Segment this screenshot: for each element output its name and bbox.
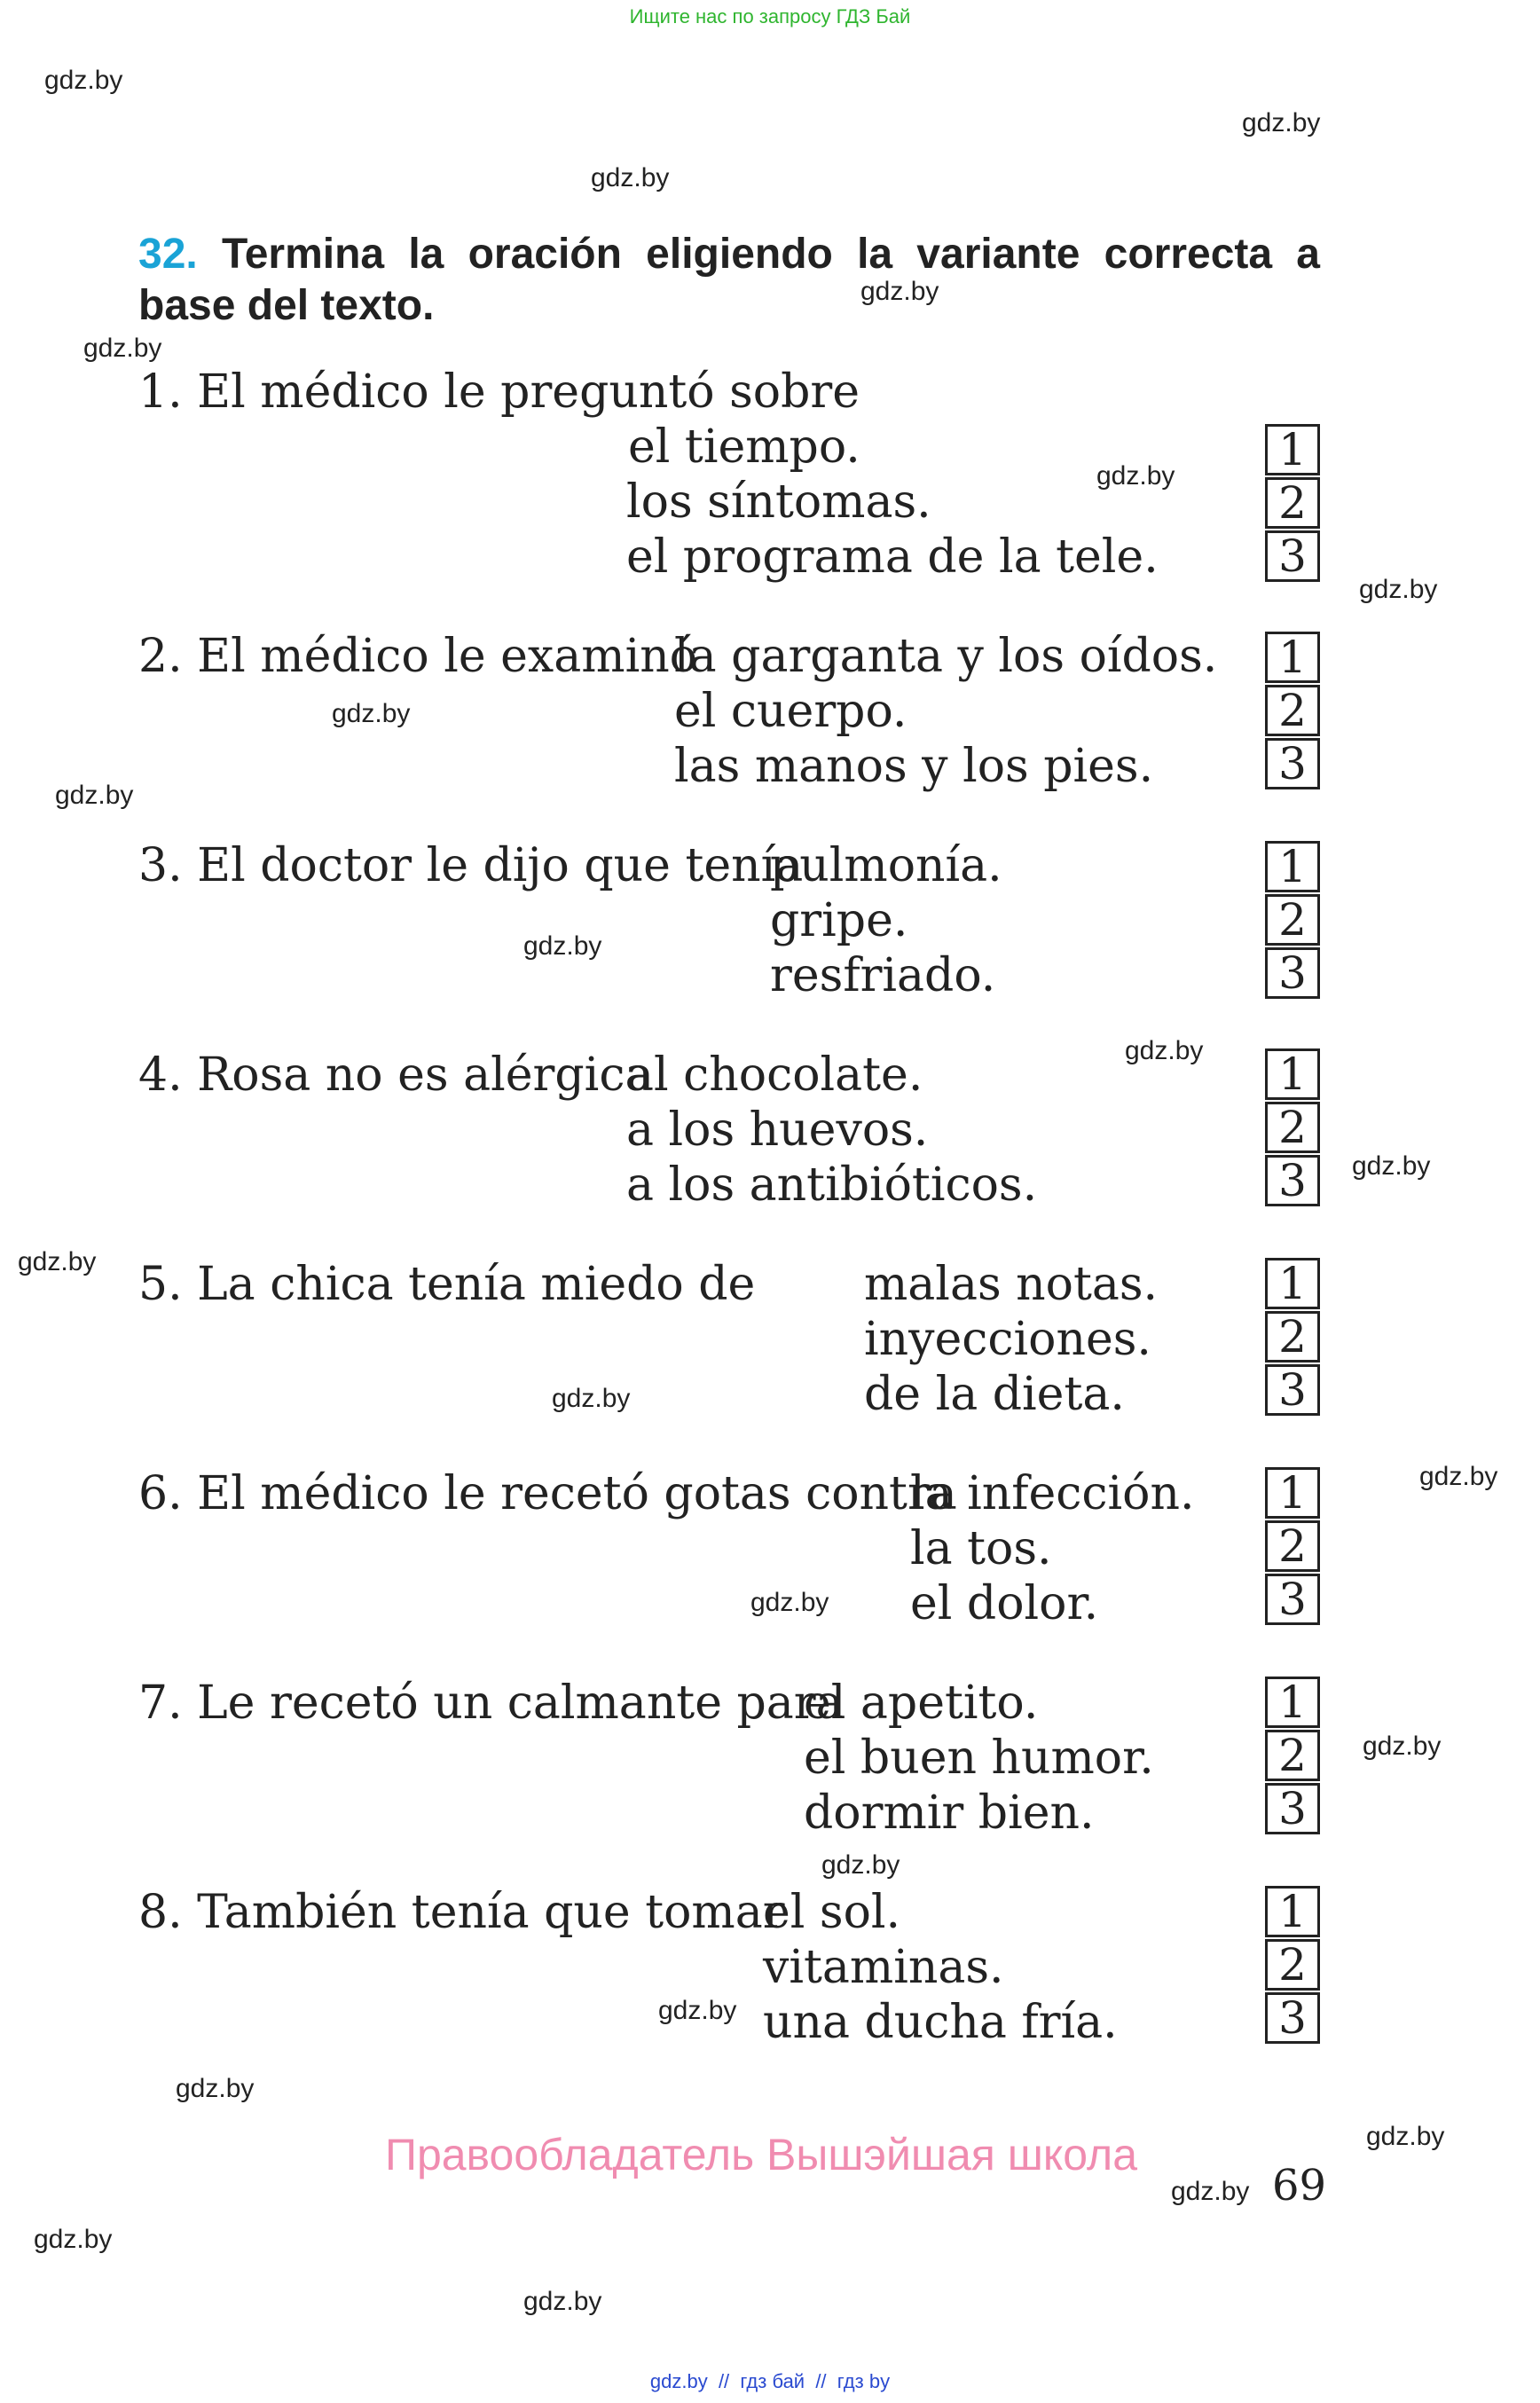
question-prompt: 5. La chica tenía miedo de (138, 1258, 756, 1311)
answer-option: el programa de la tele. (626, 530, 1159, 584)
answer-option: resfriado. (770, 949, 996, 1002)
exercise-title (138, 229, 1320, 332)
answer-option: la garganta y los oídos. (674, 630, 1218, 683)
watermark: gdz.by (860, 277, 939, 306)
answer-box[interactable]: 2 (1265, 1520, 1320, 1572)
answer-box[interactable]: 2 (1265, 1102, 1320, 1153)
watermark: gdz.by (18, 1247, 97, 1276)
answer-option: la tos. (910, 1522, 1052, 1575)
watermark: gdz.by (1352, 1151, 1431, 1181)
watermark: gdz.by (55, 781, 134, 810)
answer-box[interactable]: 1 (1265, 1258, 1320, 1309)
question-prompt: 8. También tenía que tomar (138, 1886, 785, 1939)
exercise-number: 32. (138, 231, 198, 278)
answer-box[interactable]: 3 (1265, 1992, 1320, 2044)
watermark: gdz.by (1363, 1732, 1442, 1761)
answer-option: el tiempo. (628, 420, 860, 474)
watermark: gdz.by (1242, 108, 1321, 137)
answer-box[interactable]: 1 (1265, 1677, 1320, 1728)
answer-option: el cuerpo. (674, 685, 908, 738)
answer-option: los síntomas. (626, 475, 931, 529)
watermark: gdz.by (34, 2225, 113, 2254)
answer-box[interactable]: 2 (1265, 1939, 1320, 1991)
answer-box[interactable]: 3 (1265, 530, 1320, 582)
answer-option: dormir bien. (804, 1787, 1095, 1840)
answer-option: vitaminas. (763, 1941, 1004, 1994)
watermark: gdz.by (332, 699, 411, 728)
answer-option: la infección. (910, 1467, 1195, 1520)
answer-option: a los antibióticos. (626, 1158, 1038, 1212)
watermark: gdz.by (1171, 2177, 1250, 2206)
answer-box[interactable]: 3 (1265, 1574, 1320, 1625)
watermark: gdz.by (552, 1384, 631, 1413)
answer-box[interactable]: 3 (1265, 947, 1320, 999)
answer-option: el apetito. (804, 1677, 1039, 1730)
question-prompt: 7. Le recetó un calmante para (138, 1677, 844, 1730)
question-prompt: 3. El doctor le dijo que tenía (138, 839, 804, 892)
answer-box[interactable]: 1 (1265, 841, 1320, 892)
answer-box[interactable]: 2 (1265, 477, 1320, 529)
page-number: 69 (1272, 2161, 1327, 2211)
answer-option: inyecciones. (864, 1313, 1151, 1366)
answer-option: al chocolate. (626, 1048, 923, 1102)
watermark: gdz.by (44, 66, 123, 95)
answer-option: gripe. (770, 894, 908, 947)
watermark: gdz.by (523, 931, 602, 961)
watermark: gdz.by (1419, 1462, 1498, 1491)
watermark: gdz.by (1096, 461, 1175, 491)
answer-box[interactable]: 1 (1265, 424, 1320, 475)
answer-box[interactable]: 1 (1265, 1886, 1320, 1937)
answer-box[interactable]: 1 (1265, 1467, 1320, 1519)
exercise-period: . (422, 282, 435, 329)
answer-option: el dolor. (910, 1577, 1099, 1630)
answer-option: a los huevos. (626, 1103, 929, 1157)
top-banner[interactable]: Ищите нас по запросу ГДЗ Бай (629, 5, 911, 27)
watermark: gdz.by (658, 1996, 737, 2025)
answer-box[interactable]: 3 (1265, 738, 1320, 789)
answer-box[interactable]: 2 (1265, 1311, 1320, 1362)
question-prompt: 2. El médico le examinó (138, 630, 697, 683)
watermark: gdz.by (83, 334, 162, 363)
answer-option: pulmonía. (770, 839, 1002, 892)
answer-box[interactable]: 2 (1265, 1730, 1320, 1781)
answer-box[interactable]: 2 (1265, 685, 1320, 736)
watermark: gdz.by (821, 1850, 900, 1880)
watermark: gdz.by (176, 2074, 255, 2103)
watermark: gdz.by (1359, 575, 1438, 604)
question-prompt: 6. El médico le recetó gotas contra (138, 1467, 957, 1520)
answer-box[interactable]: 3 (1265, 1783, 1320, 1834)
answer-box[interactable]: 1 (1265, 1048, 1320, 1100)
answer-option: las manos y los pies. (674, 740, 1154, 793)
answer-option: de la dieta. (864, 1368, 1125, 1421)
answer-option: el buen humor. (804, 1732, 1154, 1785)
watermark: gdz.by (523, 2287, 602, 2316)
watermark: gdz.by (750, 1588, 829, 1617)
answer-box[interactable]: 2 (1265, 894, 1320, 946)
answer-option: el sol. (763, 1886, 901, 1939)
answer-box[interactable]: 3 (1265, 1364, 1320, 1416)
bottom-banner[interactable]: gdz.by // гдз бай // гдз by (649, 2370, 891, 2392)
answer-box[interactable]: 1 (1265, 632, 1320, 683)
exercise-instruction: Termina la oración eligiendo la variante correcta a base del texto (138, 231, 1320, 329)
question-prompt: 4. Rosa no es alérgica (138, 1048, 653, 1102)
answer-option: una ducha fría. (763, 1996, 1118, 2049)
watermark: gdz.by (591, 163, 670, 192)
copyright-notice: Правообладатель Вышэйшая школа (385, 2130, 1137, 2179)
answer-option: malas notas. (864, 1258, 1159, 1311)
answer-box[interactable]: 3 (1265, 1155, 1320, 1206)
watermark: gdz.by (1125, 1036, 1204, 1065)
question-prompt: 1. El médico le preguntó sobre (138, 365, 860, 419)
watermark: gdz.by (1366, 2122, 1445, 2151)
